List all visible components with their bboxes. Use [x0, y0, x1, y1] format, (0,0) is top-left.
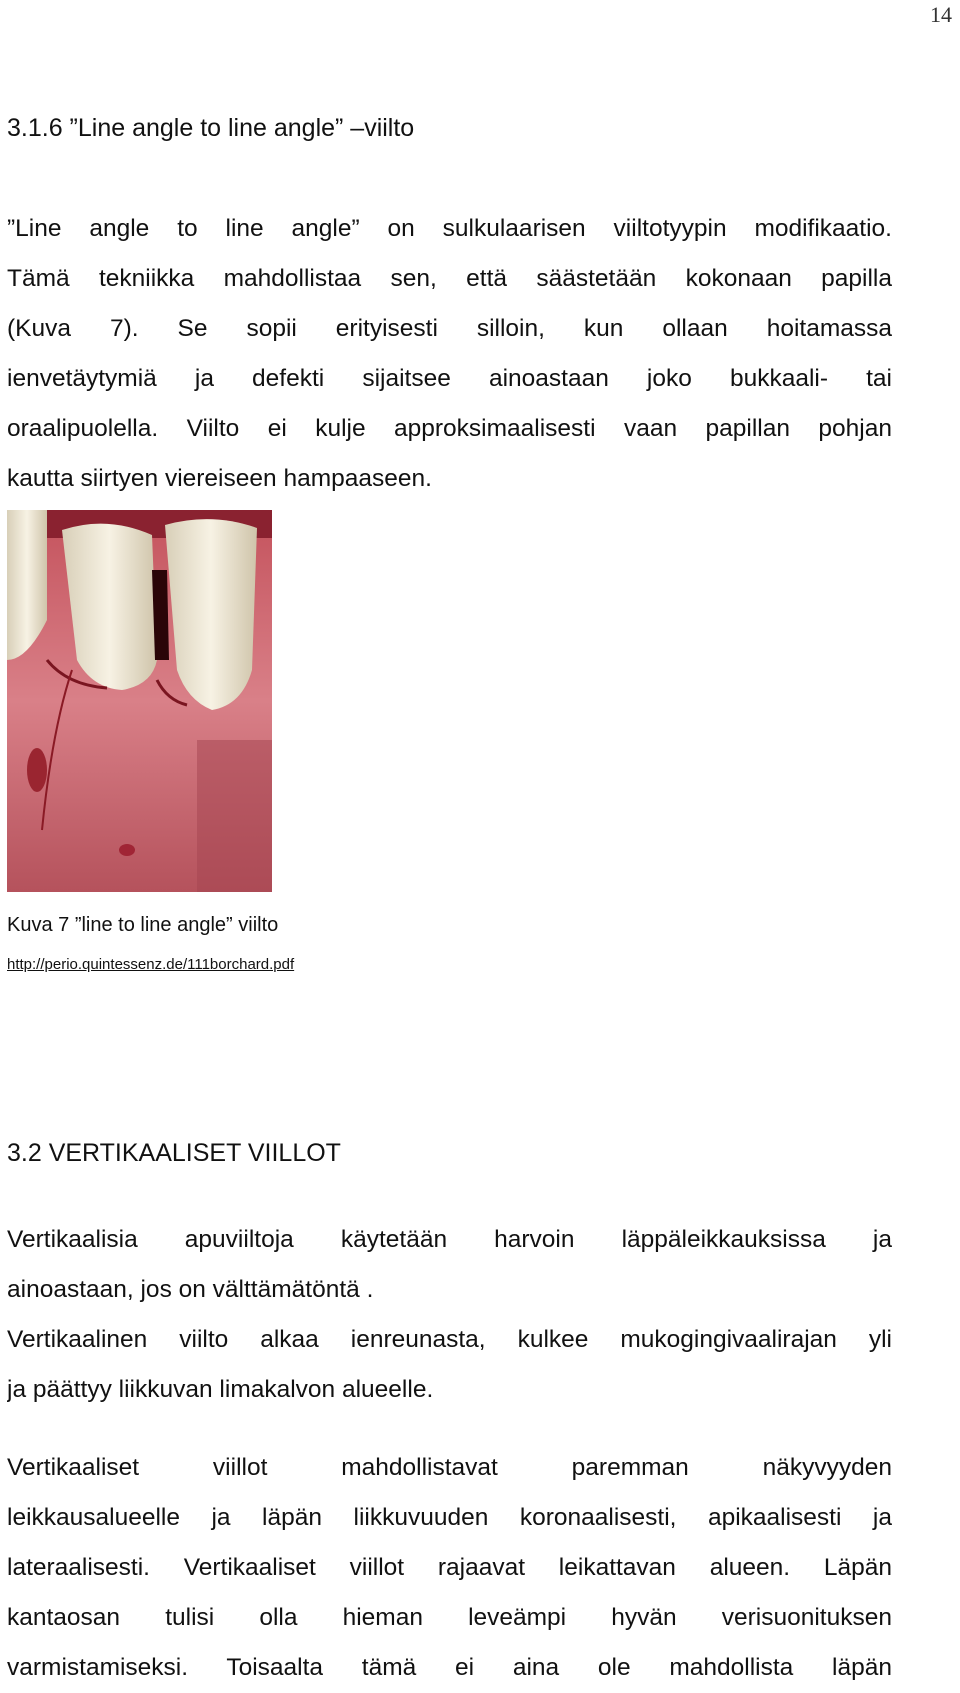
- paragraph-vertical-2: [7, 1443, 892, 1693]
- paragraph-vertical-1: [7, 1215, 892, 1415]
- paragraph-line-angle: [7, 204, 892, 504]
- section-heading-3-1-6: 3.1.6 ”Line angle to line angle” –viilto: [7, 114, 415, 142]
- paragraph-line: lateraalisesti. Vertikaaliset viillot rajaavat leikattavan alueen. Läpän: [7, 1554, 892, 1581]
- paragraph-line: oraalipuolella. Viilto ei kulje approksimaalisesti vaan papillan pohjan: [7, 415, 892, 442]
- teeth-gum-illustration: [7, 510, 272, 892]
- section-heading-3-2: 3.2 VERTIKAALISET VIILLOT: [7, 1139, 341, 1167]
- paragraph-line: ”Line angle to line angle” on sulkulaarisen viiltotyypin modifikaatio.: [7, 215, 892, 242]
- figure-source-link[interactable]: http://perio.quintessenz.de/111borchard.pdf: [7, 956, 295, 973]
- paragraph-line: Tämä tekniikka mahdollistaa sen, että säästetään kokonaan papilla: [7, 265, 892, 292]
- paragraph-line: kautta siirtyen viereiseen hampaaseen.: [7, 465, 432, 492]
- paragraph-line: ja päättyy liikkuvan limakalvon alueelle.: [7, 1376, 434, 1403]
- dental-photo: [7, 510, 272, 892]
- figure-caption: Kuva 7 ”line to line angle” viilto: [7, 914, 279, 936]
- page-number: 14: [930, 2, 952, 27]
- paragraph-line: Vertikaalisia apuviiltoja käytetään harvoin läppäleikkauksissa ja: [7, 1226, 892, 1253]
- paragraph-line: ienvetäytymiä ja defekti sijaitsee ainoastaan joko bukkaali- tai: [7, 365, 892, 392]
- paragraph-line: varmistamiseksi. Toisaalta tämä ei aina ole mahdollista läpän: [7, 1654, 892, 1681]
- paragraph-line: (Kuva 7). Se sopii erityisesti silloin, kun ollaan hoitamassa: [7, 315, 892, 342]
- paragraph-line: kantaosan tulisi olla hieman leveämpi hyvän verisuonituksen: [7, 1604, 892, 1631]
- paragraph-line: ainoastaan, jos on välttämätöntä .: [7, 1276, 374, 1303]
- paragraph-line: Vertikaaliset viillot mahdollistavat paremman näkyvyyden: [7, 1454, 892, 1481]
- paragraph-line: Vertikaalinen viilto alkaa ienreunasta, kulkee mukogingivaalirajan yli: [7, 1326, 892, 1353]
- paragraph-line: leikkausalueelle ja läpän liikkuvuuden koronaalisesti, apikaalisesti ja: [7, 1504, 892, 1531]
